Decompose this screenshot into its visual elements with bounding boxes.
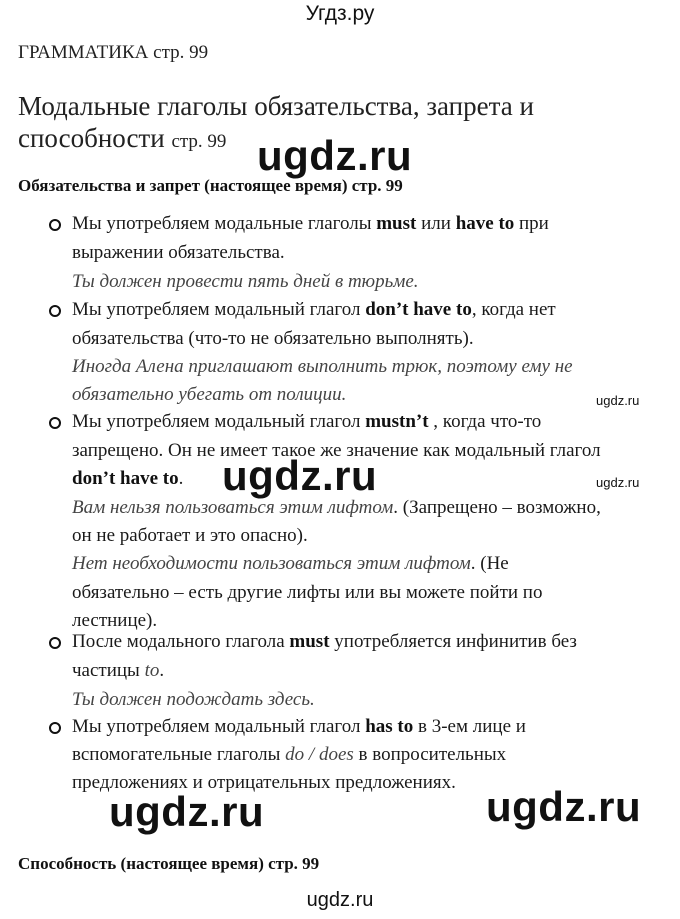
rule-3-line-8: лестнице). bbox=[72, 610, 158, 631]
rule-3-line-1: Мы употребляем модальный глагол mustn’t , когда что-то bbox=[72, 411, 542, 432]
page-title-ref: стр. 99 bbox=[171, 131, 227, 152]
rule-2-line-2: обязательства (что-то не обязательно выполнять). bbox=[72, 328, 474, 349]
rule-3-example-1: Вам нельзя пользоваться этим лифтом. (Запрещено – возможно, bbox=[72, 497, 601, 518]
rule-5-line-1: Мы употребляем модальный глагол has to в 3-ем лице и bbox=[72, 716, 526, 737]
page-title-line-2 bbox=[18, 120, 226, 160]
grammar-heading: ГРАММАТИКА стр. 99 bbox=[18, 42, 209, 63]
bullet-circle-icon bbox=[49, 722, 61, 734]
page-title-text: способности bbox=[18, 123, 165, 153]
watermark: ugdz.ru bbox=[486, 783, 642, 830]
rule-1-line-2: выражении обязательства. bbox=[72, 242, 285, 263]
bullet-circle-icon bbox=[49, 637, 61, 649]
watermark: ugdz.ru bbox=[257, 132, 413, 179]
rule-3-line-7: обязательно – есть другие лифты или вы можете пойти по bbox=[72, 582, 543, 603]
rule-2-example-1: Иногда Алена приглашают выполнить трюк, поэтому ему не bbox=[72, 356, 573, 377]
site-header[interactable]: Угдз.ру bbox=[305, 2, 375, 25]
watermark-small: ugdz.ru bbox=[596, 475, 640, 490]
rule-3-line-3: don’t have to. bbox=[72, 468, 184, 489]
rule-3-example-2: Нет необходимости пользоваться этим лифтом. (Не bbox=[72, 553, 509, 574]
bullet-circle-icon bbox=[49, 219, 61, 231]
rule-5-line-2: вспомогательные глаголы do / does в вопросительных bbox=[72, 744, 507, 765]
watermark: ugdz.ru bbox=[222, 452, 378, 499]
rule-3-line-2: запрещено. Он не имеет такое же значение как модальный глагол bbox=[72, 440, 601, 461]
rule-1-line-1: Мы употребляем модальные глаголы must или have to при bbox=[72, 213, 549, 234]
site-footer[interactable]: ugdz.ru bbox=[306, 889, 374, 911]
rule-5-line-3: предложениях и отрицательных предложениях. bbox=[72, 772, 456, 793]
rule-4-example: Ты должен подождать здесь. bbox=[72, 689, 315, 710]
rule-3-line-5: он не работает и это опасно). bbox=[72, 525, 308, 546]
rule-2-line-1: Мы употребляем модальный глагол don’t have to, когда нет bbox=[72, 299, 556, 320]
section-heading-obligation: Обязательства и запрет (настоящее время) стр. 99 bbox=[18, 176, 403, 195]
bullet-circle-icon bbox=[49, 305, 61, 317]
watermark-small: ugdz.ru bbox=[596, 393, 640, 408]
bullet-circle-icon bbox=[49, 417, 61, 429]
watermark: ugdz.ru bbox=[109, 788, 265, 835]
rule-4-line-2: частицы to. bbox=[72, 660, 165, 681]
rule-2-example-2: обязательно убегать от полиции. bbox=[72, 384, 347, 405]
section-heading-ability: Способность (настоящее время) стр. 99 bbox=[18, 854, 320, 873]
rule-4-line-1: После модального глагола must употребляется инфинитив без bbox=[72, 631, 577, 652]
page-title-line-1: Модальные глаголы обязательства, запрета и bbox=[18, 91, 534, 121]
rule-1-example: Ты должен провести пять дней в тюрьме. bbox=[72, 271, 419, 292]
